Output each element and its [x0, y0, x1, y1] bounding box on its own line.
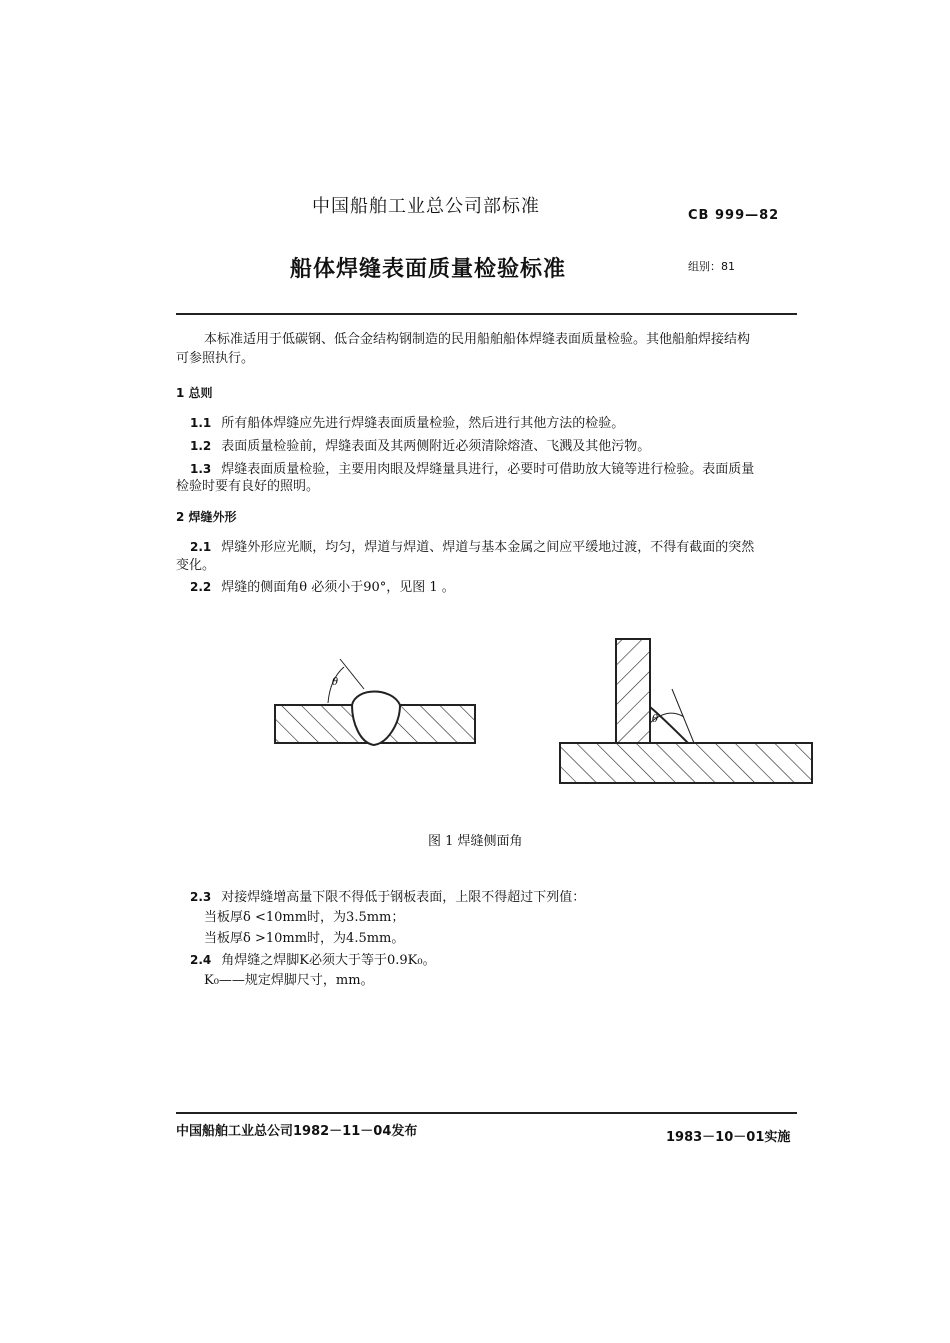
clause-2-1-continued: 变化。: [176, 558, 216, 573]
theta-label: θ: [332, 677, 339, 688]
theta-label: θ: [652, 714, 659, 725]
butt-weld-diagram: [275, 659, 475, 745]
clause-text: 焊缝外形应光顺，均匀，焊道与焊道、焊道与基本金属之间应平缓地过渡，不得有截面的突然: [221, 540, 755, 555]
implementation-date: 1983－10－01实施: [666, 1130, 791, 1145]
clause-number: 1.3: [190, 462, 212, 476]
group-number: 组别：81: [688, 260, 735, 273]
tangent-line: [340, 659, 364, 689]
clause-2-4-sub: K₀——规定焊脚尺寸，mm。: [204, 973, 374, 988]
intro-line-2: 可参照执行。: [176, 351, 255, 366]
clause-2-2: [190, 578, 455, 597]
clause-1-2: [190, 437, 650, 456]
clause-number: 2.2: [190, 580, 212, 594]
clause-number: 2.1: [190, 540, 212, 554]
publish-date: 中国船舶工业总公司1982－11－04发布: [176, 1124, 418, 1139]
clause-number: 1.2: [190, 439, 212, 453]
standard-code: CB 999—82: [688, 208, 780, 223]
clause-text: 焊缝表面质量检验，主要用肉眼及焊缝量具进行，必要时可借助放大镜等进行检验。表面质量: [221, 462, 755, 477]
clause-2-3-sub-1: 当板厚δ <10mm时，为3.5mm；: [204, 910, 405, 925]
clause-2-1: [190, 538, 754, 557]
header-rule: [176, 313, 797, 315]
section-2-heading: 2 焊缝外形: [176, 510, 237, 524]
document-title: 船体焊缝表面质量检验标准: [290, 257, 567, 282]
section-1-heading: 1 总则: [176, 386, 213, 400]
intro-line-1: 本标准适用于低碳钢、低合金结构钢制造的民用船舶船体焊缝表面质量检验。其他船舶焊接结构: [204, 332, 751, 347]
clause-number: 1.1: [190, 416, 212, 430]
clause-text: 对接焊缝增高量下限不得低于钢板表面，上限不得超过下列值：: [221, 890, 586, 905]
clause-2-3: [190, 888, 585, 907]
fillet-weld-diagram: [560, 639, 812, 783]
clause-number: 2.3: [190, 890, 212, 904]
clause-number: 2.4: [190, 953, 212, 967]
footer-rule: [176, 1112, 797, 1114]
clause-2-4: [190, 951, 436, 970]
figure-1-weld-side-angle: [260, 625, 820, 795]
clause-1-3-continued: 检验时要有良好的照明。: [176, 479, 320, 494]
clause-1-1: [190, 414, 624, 433]
vertical-plate: [616, 639, 650, 743]
clause-text: 表面质量检验前，焊缝表面及其两侧附近必须清除熔渣、飞溅及其他污物。: [221, 439, 651, 454]
base-plate: [560, 743, 812, 783]
clause-text: 焊缝的侧面角θ 必须小于90°，见图 1 。: [221, 580, 455, 595]
clause-text: 所有船体焊缝应先进行焊缝表面质量检验，然后进行其他方法的检验。: [221, 416, 625, 431]
clause-text: 角焊缝之焊脚K必须大于等于0.9K₀。: [221, 953, 436, 968]
issuing-organization: 中国船舶工业总公司部标准: [312, 196, 540, 217]
clause-1-3: [190, 460, 754, 479]
clause-2-3-sub-2: 当板厚δ >10mm时，为4.5mm。: [204, 931, 405, 946]
fillet-weld-bead: [650, 707, 688, 743]
figure-caption: 图 1 焊缝侧面角: [428, 834, 523, 849]
